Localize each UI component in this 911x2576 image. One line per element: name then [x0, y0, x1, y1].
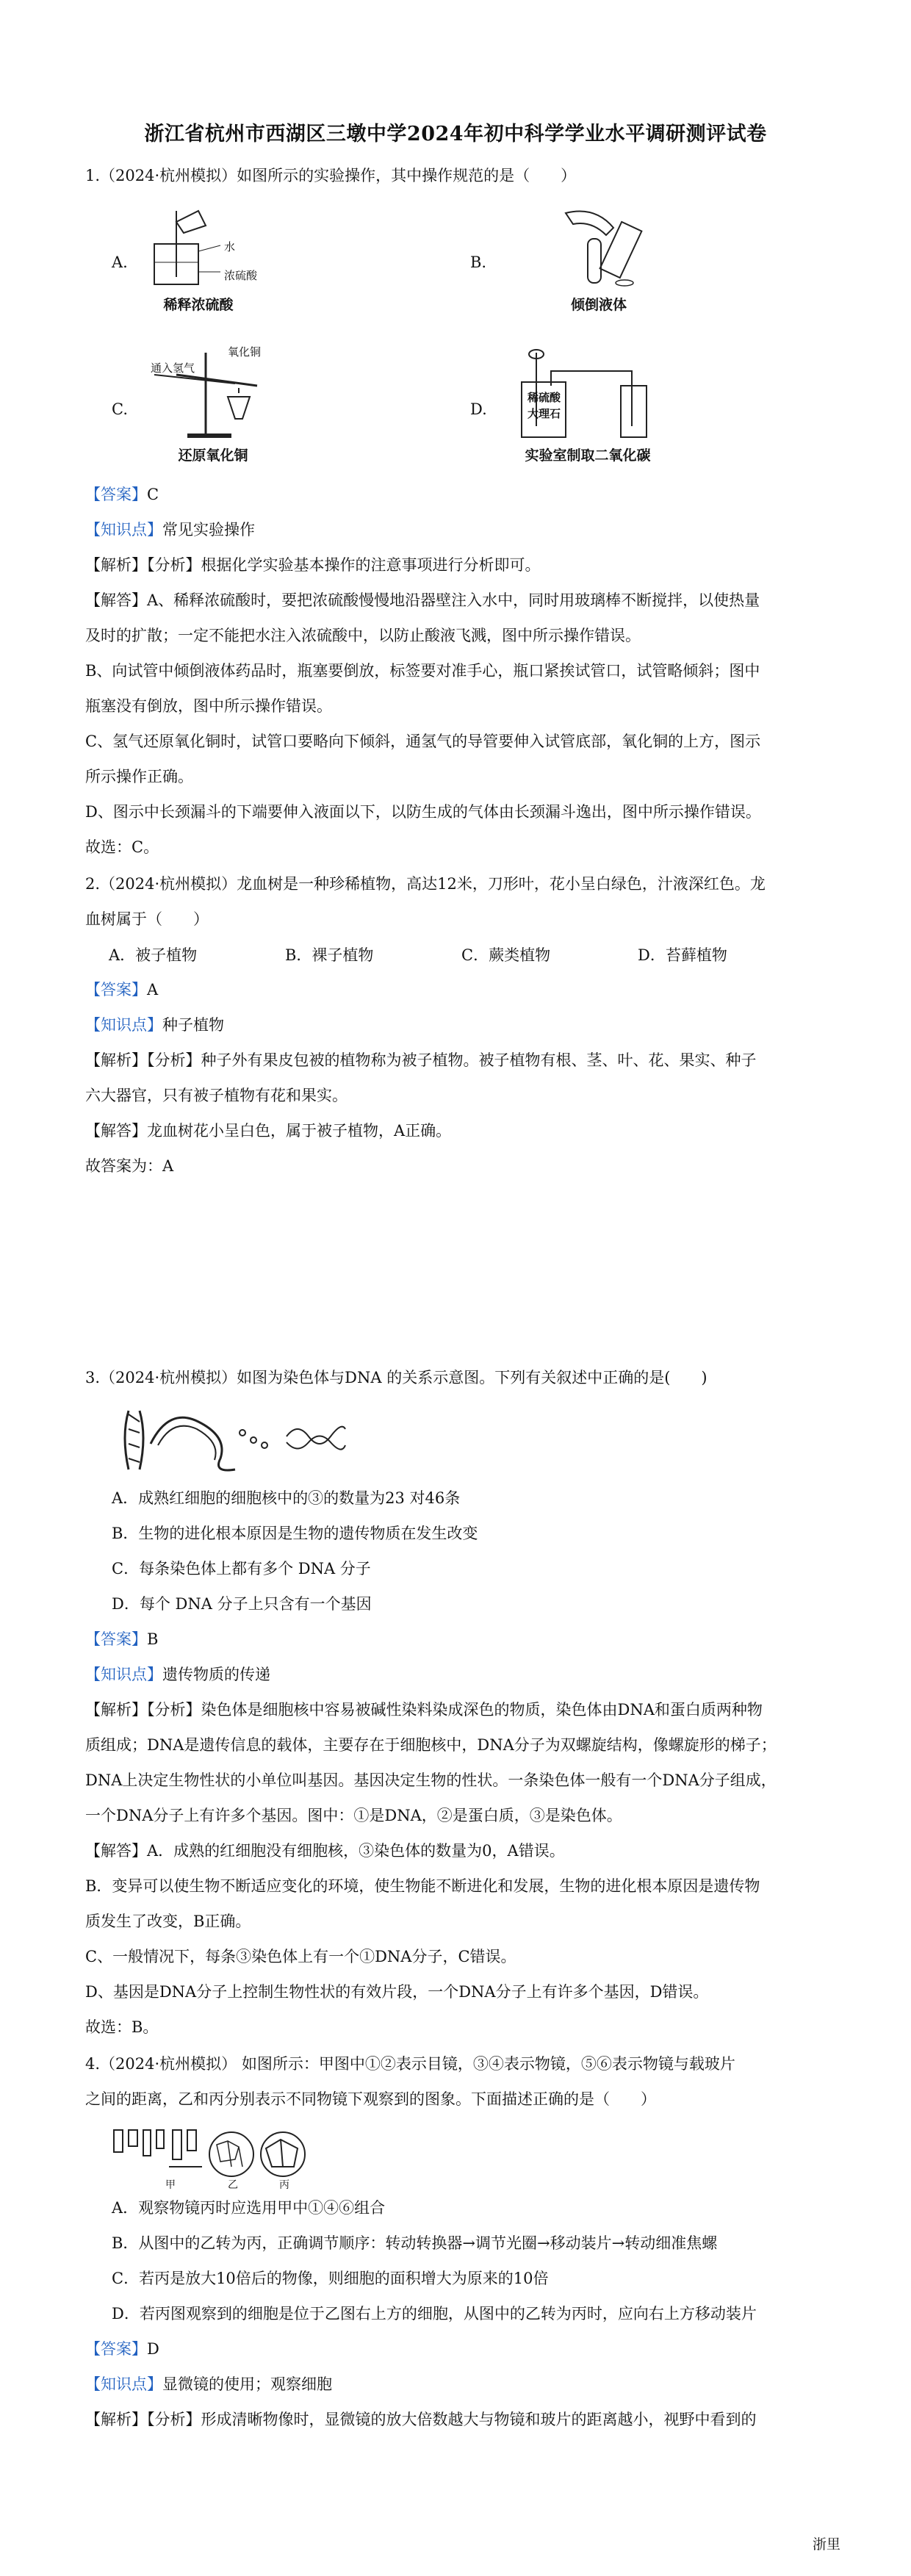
q3-analysis-line: 质组成；DNA是遗传信息的载体，主要存在于细胞核中，DNA分子为双螺旋结构，像螺旋形的梯子； [85, 1736, 777, 1754]
q1-analysis-line: 瓶塞没有倒放，图中所示操作错误。 [85, 697, 332, 715]
q3-analysis-line: DNA上决定生物性状的小单位叫基因。基因决定生物的性状。一条染色体一般有一个DNA分子组成， [85, 1771, 777, 1789]
figure-label-bing: 丙 [279, 2179, 289, 2191]
q1-stem: 1.（2024·杭州模拟）如图所示的实验操作，其中操作规范的是（ ） [85, 167, 577, 184]
q3-analysis-line: 【解析】【分析】染色体是细胞核中容易被碱性染料染成深色的物质，染色体由DNA和蛋白质两种物 [85, 1701, 763, 1719]
q1-option-d-letter: D. [470, 400, 487, 418]
q2-stem: 2.（2024·杭州模拟）龙血树是一种珍稀植物，高达12米，刀形叶，花小呈白绿色，汁液深红色。龙 [85, 875, 766, 893]
q1-option-c-letter: C. [112, 400, 128, 418]
q4-option-d: D．若丙图观察到的细胞是位于乙图右上方的细胞，从图中的乙转为丙时，应向右上方移动装片 [112, 2305, 757, 2323]
q3-stem: 3.（2024·杭州模拟）如图为染色体与DNA 的关系示意图。下列有关叙述中正确的是( ) [85, 1369, 707, 1386]
q1-analysis-line: 【解答】A、稀释浓硫酸时，要把浓硫酸慢慢地沿器壁注入水中，同时用玻璃棒不断搅拌，以使热量 [85, 591, 760, 609]
q4-stem: 4.（2024·杭州模拟） 如图所示：甲图中①②表示目镜，③④表示物镜，⑤⑥表示物镜与载玻片 [85, 2055, 735, 2073]
q1-option-a-letter: A. [112, 253, 128, 271]
q2-option-a: A．被子植物 [109, 946, 198, 964]
figure-label-yi: 乙 [228, 2179, 238, 2191]
q4-option-a: A．观察物镜丙时应选用甲中①④⑥组合 [112, 2199, 386, 2217]
q2-analysis-line: 六大器官，只有被子植物有花和果实。 [85, 1087, 348, 1104]
q3-analysis-line: B．变异可以使生物不断适应变化的环境，使生物能不断进化和发展，生物的进化根本原因是遗传物 [85, 1877, 760, 1895]
pour-liquid-figure [544, 206, 654, 287]
chromosome-dna-figure [118, 1400, 353, 1477]
q1-a-caption: 稀释浓硫酸 [163, 297, 234, 313]
q1-option-b-letter: B. [470, 253, 487, 271]
q3-analysis-line: 质发生了改变，B正确。 [85, 1913, 251, 1930]
q1-knowledge-point: 【知识点】常见实验操作 [85, 521, 255, 539]
q2-analysis-line: 【解析】【分析】种子外有果皮包被的植物称为被子植物。被子植物有根、茎、叶、花、果实、种子 [85, 1051, 757, 1069]
q4-knowledge-point: 【知识点】显微镜的使用；观察细胞 [85, 2375, 332, 2393]
copper-oxide-label: 氧化铜 [228, 345, 262, 359]
water-label: 水 [224, 240, 236, 253]
q1-analysis-line: 【解析】【分析】根据化学实验基本操作的注意事项进行分析即可。 [85, 556, 541, 574]
q2-knowledge-point: 【知识点】种子植物 [85, 1016, 224, 1034]
q1-analysis-line: B、向试管中倾倒液体药品时，瓶塞要倒放，标签要对准手心，瓶口紧挨试管口，试管略倾斜；图中 [85, 662, 760, 680]
conc-acid-label: 浓硫酸 [224, 269, 258, 282]
q3-analysis-line: 故选：B。 [85, 2018, 159, 2036]
q1-answer: 【答案】C [85, 486, 159, 503]
q3-analysis-line: 一个DNA分子上有许多个基因。图中：①是DNA，②是蛋白质，③是染色体。 [85, 1807, 622, 1824]
q1-d-caption: 实验室制取二氧化碳 [525, 447, 651, 464]
q3-analysis-line: C、一般情况下，每条③染色体上有一个①DNA分子，C错误。 [85, 1948, 516, 1965]
q1-analysis-line: 故选：C。 [85, 838, 159, 856]
q2-option-c: C．蕨类植物 [461, 946, 551, 964]
q4-answer: 【答案】D [85, 2340, 159, 2358]
q3-option-b: B．生物的进化根本原因是生物的遗传物质在发生改变 [112, 1525, 478, 1542]
q3-option-c: C．每条染色体上都有多个 DNA 分子 [112, 1560, 371, 1577]
q1-analysis-line: 及时的扩散；一定不能把水注入浓硫酸中，以防止酸液飞溅，图中所示操作错误。 [85, 627, 641, 644]
q4-stem: 之间的距离，乙和丙分别表示不同物镜下观察到的图象。下面描述正确的是（ ） [85, 2090, 656, 2108]
q3-analysis-line: 【解答】A．成熟的红细胞没有细胞核，③染色体的数量为0，A错误。 [85, 1842, 565, 1860]
q2-answer: 【答案】A [85, 981, 159, 999]
q2-stem: 血树属于（ ） [85, 910, 209, 928]
dilute-sulfuric-label: 稀硫酸 [527, 391, 561, 404]
hydrogen-in-label: 通入氢气 [151, 361, 195, 375]
q2-option-d: D．苔藓植物 [638, 946, 727, 964]
q3-knowledge-point: 【知识点】遗传物质的传递 [85, 1666, 270, 1683]
q4-analysis-line: 【解析】【分析】形成清晰物像时，显微镜的放大倍数越大与物镜和玻片的距离越小，视野中看到的 [85, 2411, 757, 2428]
q1-analysis-line: D、图示中长颈漏斗的下端要伸入液面以下，以防生成的气体由长颈漏斗逸出，图中所示操作错误。 [85, 803, 761, 821]
figure-label-jia: 甲 [165, 2179, 176, 2191]
page-footer: 浙里 [812, 2536, 840, 2552]
page-title: 浙江省杭州市西湖区三墩中学2024年初中科学学业水平调研测评试卷 [144, 123, 767, 145]
marble-label: 大理石 [527, 407, 561, 420]
q4-option-b: B．从图中的乙转为丙，正确调节顺序：转动转换器→调节光圈→移动装片→转动细准焦螺 [112, 2234, 718, 2252]
q1-analysis-line: C、氢气还原氧化铜时，试管口要略向下倾斜，通氢气的导管要伸入试管底部，氧化铜的上方，图示 [85, 733, 761, 750]
q1-c-caption: 还原氧化铜 [178, 447, 248, 464]
q2-analysis-line: 故答案为：A [85, 1157, 174, 1175]
q2-analysis-line: 【解答】龙血树花小呈白色，属于被子植物，A正确。 [85, 1122, 452, 1140]
q1-analysis-line: 所示操作正确。 [85, 768, 193, 785]
q3-option-d: D．每个 DNA 分子上只含有一个基因 [112, 1595, 372, 1613]
q3-answer: 【答案】B [85, 1630, 159, 1648]
q4-option-c: C．若丙是放大10倍后的物像，则细胞的面积增大为原来的10倍 [112, 2270, 549, 2287]
q1-b-caption: 倾倒液体 [570, 297, 627, 313]
q2-option-b: B．裸子植物 [285, 946, 374, 964]
q3-option-a: A．成熟红细胞的细胞核中的③的数量为23 对46条 [112, 1489, 461, 1507]
q3-analysis-line: D、基因是DNA分子上控制生物性状的有效片段，一个DNA分子上有许多个基因，D错误。 [85, 1983, 709, 2001]
